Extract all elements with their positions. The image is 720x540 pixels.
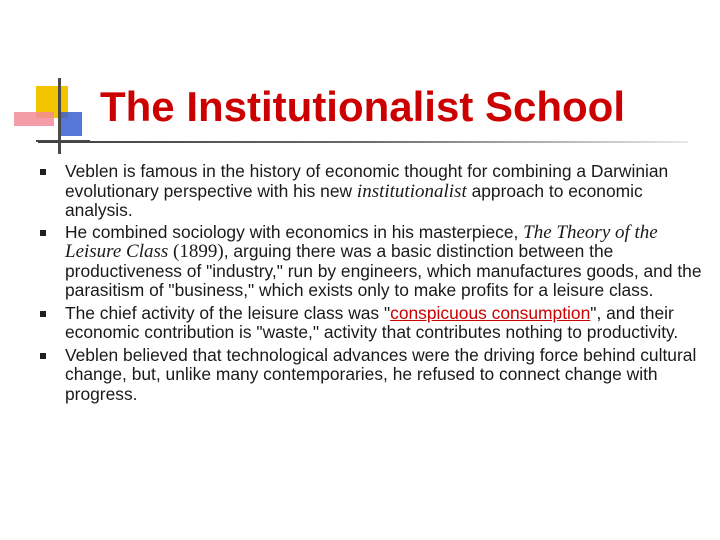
bullet-item xyxy=(38,162,710,221)
bullet-marker xyxy=(40,353,46,359)
bullet-item xyxy=(38,304,710,343)
bullet-marker xyxy=(40,311,46,317)
title-underline-rule xyxy=(38,141,688,143)
bullet-item xyxy=(38,223,710,301)
logo-blue-square xyxy=(58,112,82,136)
bullet-emphasis: institutionalist xyxy=(356,180,467,202)
bullet-marker xyxy=(40,230,46,236)
bullet-text: ", and their economic contribution is "waste," activity that contributes nothing to productivity. xyxy=(65,302,679,342)
conspicuous-consumption-link[interactable]: conspicuous consumption xyxy=(390,302,591,323)
logo-pink-bar xyxy=(14,112,54,126)
bullet-text: The chief activity of the leisure class was " xyxy=(65,302,391,323)
slide-title: The Institutionalist School xyxy=(100,83,625,130)
bullet-item xyxy=(38,346,710,405)
bullet-marker xyxy=(40,169,46,175)
bullet-text: , arguing there was a basic distinction between the productiveness of "industry," run by engineers, which manufactures goods, and the parasitism of "business," which exists only to make profits for a leisure class. xyxy=(65,241,702,300)
bullet-text: approach to economic analysis. xyxy=(65,180,643,220)
bullet-text: Veblen is famous in the history of economic thought for combining a Darwinian evolutionary perspective with his new xyxy=(65,161,669,201)
book-year: (1899) xyxy=(168,241,224,262)
bullet-text: Veblen believed that technological advances were the driving force behind cultural change, but, unlike many contemporaries, he refused to connect change with progress. xyxy=(65,344,697,404)
book-title-emphasis: The Theory of the Leisure Class xyxy=(65,221,658,262)
bullet-text: He combined sociology with economics in his masterpiece, xyxy=(65,221,524,242)
bullet-list xyxy=(38,162,710,404)
